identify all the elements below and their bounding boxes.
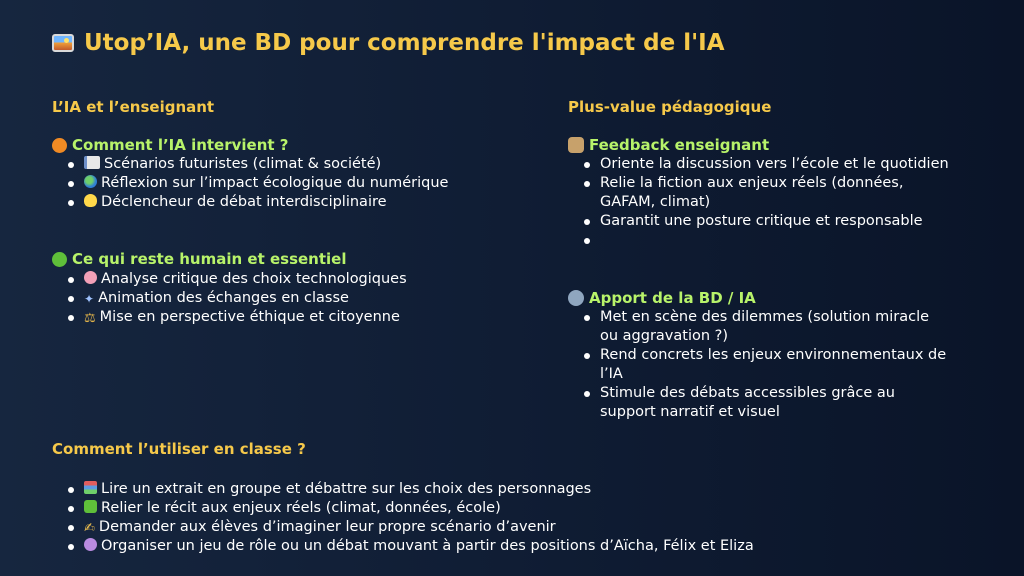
green-circle-icon [52, 252, 67, 267]
list-item: Rend concrets les enjeux environnementaux de l’IA [580, 346, 950, 384]
list-item: ✦ Animation des échanges en classe [64, 289, 464, 308]
list-item: ✍ Demander aux élèves d’imaginer leur propre scénario d’avenir [64, 518, 964, 537]
section-heading-human [52, 250, 346, 268]
sparkle-icon: ✦ [84, 292, 95, 306]
teacher-icon [568, 137, 584, 153]
human-essential-list [64, 270, 464, 327]
section-heading-text: Feedback enseignant [589, 136, 770, 154]
page-title-text: Utop’IA, une BD pour comprendre l'impact de l'IA [84, 30, 725, 56]
lightbulb-icon [84, 194, 97, 207]
feedback-list [580, 155, 950, 250]
list-item: Relier le récit aux enjeux réels (climat, données, école) [64, 499, 964, 518]
apport-list [580, 308, 950, 422]
puzzle-icon [84, 500, 97, 513]
brain-icon [84, 271, 97, 284]
list-item: Oriente la discussion vers l’école et le quotidien [580, 155, 950, 174]
theater-masks-icon [84, 538, 97, 551]
globe-icon [84, 175, 97, 188]
writing-hand-icon: ✍ [84, 521, 95, 536]
page-title [52, 30, 725, 56]
book-icon [84, 156, 100, 169]
usage-list [64, 480, 964, 556]
section-heading-apport [568, 289, 756, 307]
books-icon [84, 481, 97, 494]
list-item: Lire un extrait en groupe et débattre sur les choix des personnages [64, 480, 964, 499]
balance-scale-icon: ⚖ [84, 311, 96, 326]
list-item: Relie la fiction aux enjeux réels (données, GAFAM, climat) [580, 174, 950, 212]
section-heading-text: Comment l’IA intervient ? [72, 136, 289, 154]
robot-icon [568, 290, 584, 306]
right-column-heading: Plus-value pédagogique [568, 98, 772, 116]
list-item: ⚖ Mise en perspective éthique et citoyenne [64, 308, 464, 327]
section-heading-text: Apport de la BD / IA [589, 289, 756, 307]
section-heading-ia-intervention [52, 136, 289, 154]
list-item: Analyse critique des choix technologiques [64, 270, 464, 289]
usage-heading: Comment l’utiliser en classe ? [52, 440, 306, 458]
left-column-heading: L’IA et l’enseignant [52, 98, 215, 116]
picture-icon [52, 34, 74, 52]
list-item: Garantit une posture critique et responsable [580, 212, 950, 231]
orange-circle-icon [52, 138, 67, 153]
list-item: Met en scène des dilemmes (solution miracle ou aggravation ?) [580, 308, 950, 346]
list-item: Stimule des débats accessibles grâce au support narratif et visuel [580, 384, 950, 422]
list-item: Scénarios futuristes (climat & société) [64, 155, 464, 174]
ia-intervention-list [64, 155, 464, 212]
list-item: Organiser un jeu de rôle ou un débat mouvant à partir des positions d’Aïcha, Félix et Eliza [64, 537, 964, 556]
section-heading-text: Ce qui reste humain et essentiel [72, 250, 347, 268]
list-item [580, 231, 950, 250]
section-heading-feedback [568, 136, 769, 154]
list-item: Déclencheur de débat interdisciplinaire [64, 193, 464, 212]
list-item: Réflexion sur l’impact écologique du numérique [64, 174, 464, 193]
